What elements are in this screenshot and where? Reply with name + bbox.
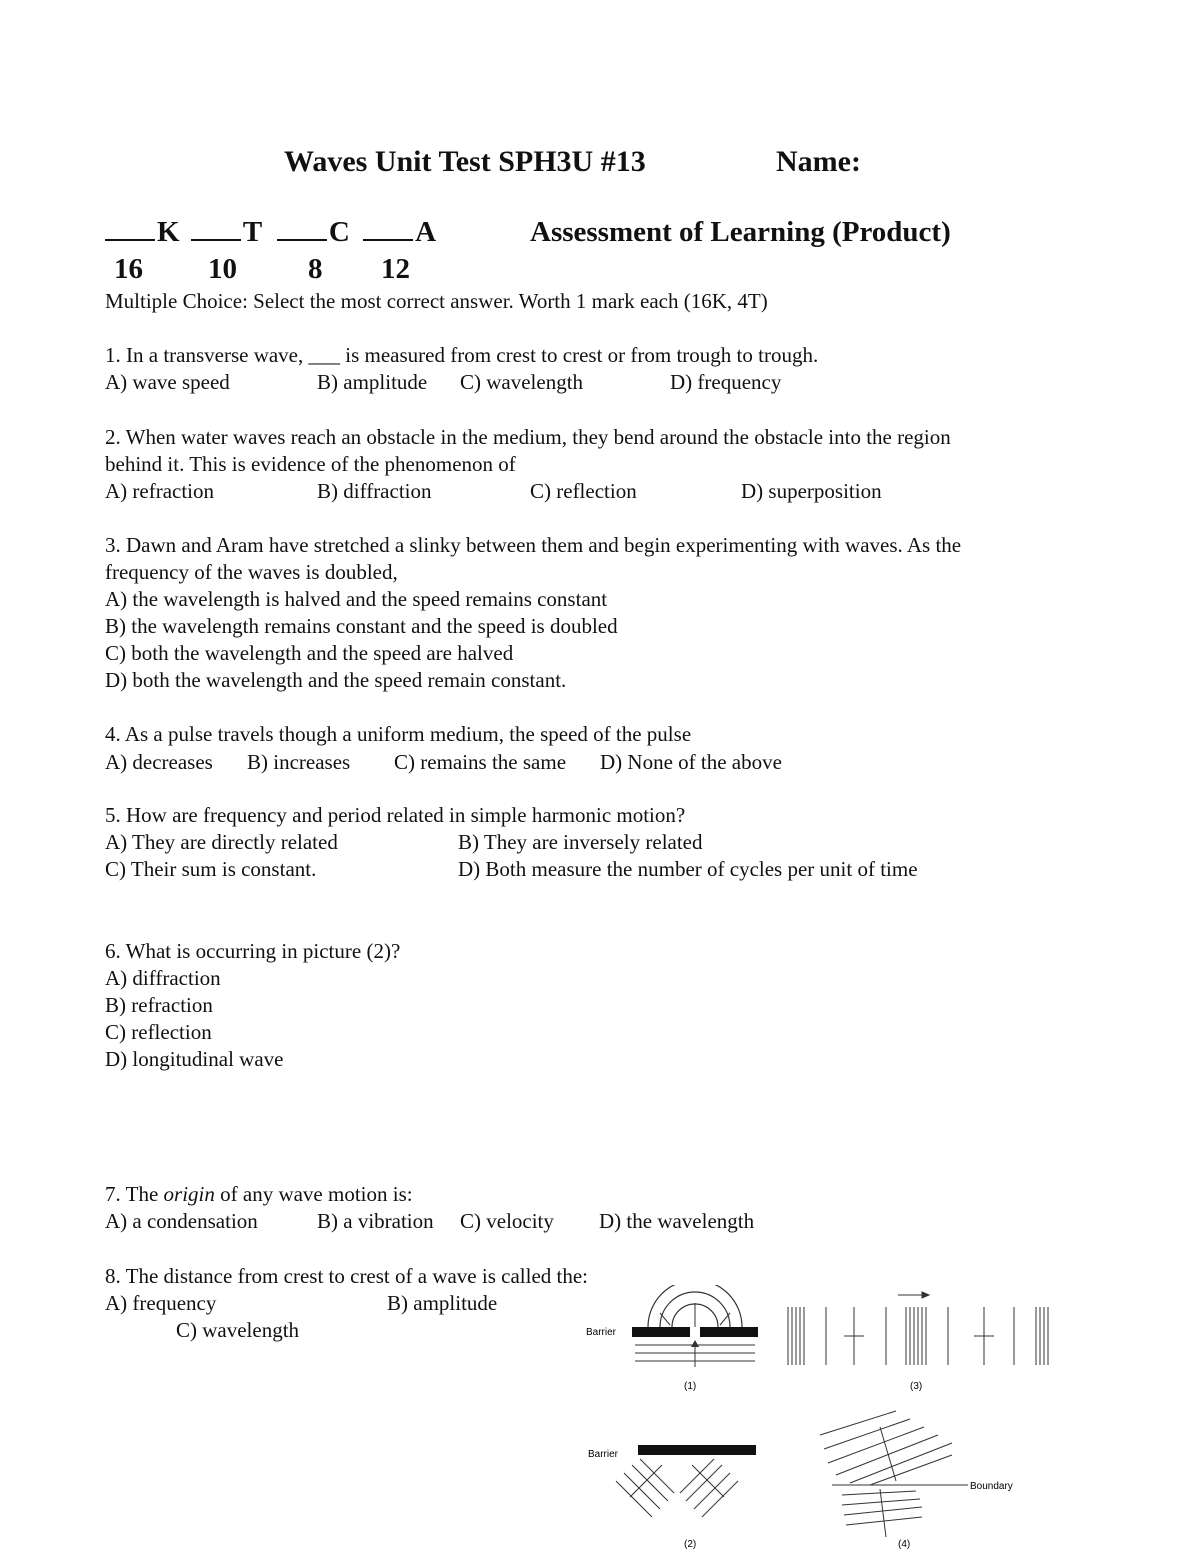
q6-stem: 6. What is occurring in picture (2)? [105,939,401,963]
q4-option-a[interactable]: A) decreases [105,750,213,774]
category-row [105,216,436,249]
assessment-label: Assessment of Learning (Product) [530,216,951,248]
barrier-label-1: Barrier [586,1327,617,1338]
panel-label-1: (1) [684,1381,697,1392]
category-a: A [415,216,437,248]
q7-option-a[interactable]: A) a condensation [105,1209,258,1233]
q3-stem-line1: 3. Dawn and Aram have stretched a slinky between them and begin experimenting with waves. As the [105,533,962,557]
q3-option-a[interactable]: A) the wavelength is halved and the speed remains constant [105,587,608,611]
q7-option-c[interactable]: C) velocity [460,1209,554,1233]
instructions: Multiple Choice: Select the most correct answer. Worth 1 mark each (16K, 4T) [105,289,768,313]
q6-option-c[interactable]: C) reflection [105,1020,212,1044]
q5-option-a[interactable]: A) They are directly related [105,830,338,854]
panel-label-3: (3) [910,1381,923,1392]
q2-stem-line2: behind it. This is evidence of the phenomenon of [105,452,516,476]
q3-option-d[interactable]: D) both the wavelength and the speed remain constant. [105,668,567,692]
diagram-panel-3 [788,1292,1048,1392]
q7-option-d[interactable]: D) the wavelength [599,1209,755,1233]
q1-option-d[interactable]: D) frequency [670,370,782,394]
q2-option-b[interactable]: B) diffraction [317,479,432,503]
q4-option-d[interactable]: D) None of the above [600,750,782,774]
a-blank[interactable] [363,219,413,241]
q1-option-b[interactable]: B) amplitude [317,370,428,394]
diagram-panel-1 [586,1285,758,1392]
k-blank[interactable] [105,219,155,241]
q8-option-b[interactable]: B) amplitude [387,1291,498,1315]
category-k: K [157,216,180,248]
boundary-label: Boundary [970,1481,1013,1492]
c-blank[interactable] [277,219,327,241]
q5-option-b[interactable]: B) They are inversely related [458,830,703,854]
barrier-label-2: Barrier [588,1449,619,1460]
q3-option-b[interactable]: B) the wavelength remains constant and the speed is doubled [105,614,618,638]
q4-option-c[interactable]: C) remains the same [394,750,567,774]
q3-option-c[interactable]: C) both the wavelength and the speed are halved [105,641,514,665]
mark-t: 10 [208,253,237,285]
q5-option-c[interactable]: C) Their sum is constant. [105,857,317,881]
q2-option-d[interactable]: D) superposition [741,479,882,503]
q1-option-c[interactable]: C) wavelength [460,370,584,394]
category-c: C [328,216,350,248]
panel-label-2: (2) [684,1539,697,1550]
q8-option-c[interactable]: C) wavelength [176,1318,300,1342]
category-t: T [242,216,262,248]
t-blank[interactable] [191,219,241,241]
mark-a: 12 [381,253,410,285]
q7-option-b[interactable]: B) a vibration [317,1209,434,1233]
q1-stem: 1. In a transverse wave, ___ is measured from crest to crest or from trough to trough. [105,343,819,367]
q2-option-a[interactable]: A) refraction [105,479,215,503]
q6-option-b[interactable]: B) refraction [105,993,213,1017]
q4-stem: 4. As a pulse travels though a uniform medium, the speed of the pulse [105,722,692,746]
q6-option-a[interactable]: A) diffraction [105,966,221,990]
mark-c: 8 [308,253,323,285]
q4-option-b[interactable]: B) increases [247,750,351,774]
q6-option-d[interactable]: D) longitudinal wave [105,1047,284,1071]
diagram-panel-4 [820,1411,1013,1550]
q7-stem-prefix: 7. The [105,1182,164,1206]
panel-label-4: (4) [898,1539,911,1550]
q8-option-a[interactable]: A) frequency [105,1291,217,1315]
q3-stem-line2: frequency of the waves is doubled, [105,560,398,584]
q2-option-c[interactable]: C) reflection [530,479,637,503]
q7-stem-suffix: of any wave motion is: [214,1182,413,1206]
q2-stem-line1: 2. When water waves reach an obstacle in the medium, they bend around the obstacle into the region [105,425,951,449]
q5-stem: 5. How are frequency and period related in simple harmonic motion? [105,803,686,827]
test-title: Waves Unit Test SPH3U #13 [284,145,646,178]
q5-option-d[interactable]: D) Both measure the number of cycles per unit of time [458,857,918,881]
mark-k: 16 [114,253,143,285]
q7-stem [105,1181,413,1208]
wave-diagrams-figure [580,1285,1060,1550]
name-label: Name: [776,145,861,178]
q7-stem-italic: origin [163,1182,215,1206]
q1-option-a[interactable]: A) wave speed [105,370,230,394]
diagram-panel-2 [588,1445,756,1550]
q8-stem: 8. The distance from crest to crest of a wave is called the: [105,1264,589,1288]
